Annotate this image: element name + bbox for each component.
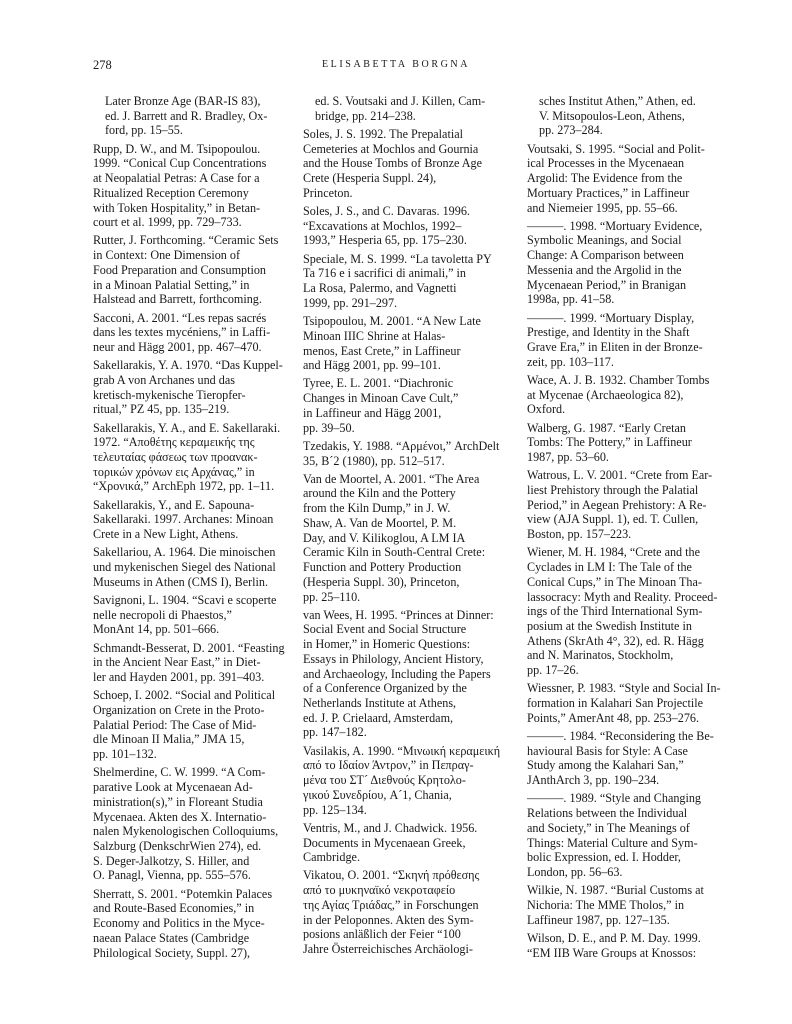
entry-line: Essays in Philology, Ancient History, [303,651,484,666]
entry-line: Boston, pp. 157–223. [527,527,632,542]
entry-line: Shaw, A. Van de Moortel, P. M. [303,515,457,530]
entry-line: Walberg, G. 1987. “Early Cretan [527,420,686,435]
bibliography-entry [527,729,735,788]
entry-line: and Archaeology, Including the Papers [303,666,491,681]
entry-line: Sakellarakis, Y., and E. Sapouna- [93,497,255,512]
entry-line: in a Minoan Palatial Setting,” in [93,277,250,292]
entry-line: Messenia and the Argolid in the [527,262,682,277]
entry-line: posions anläßlich der Feier “100 [303,927,461,942]
bibliography-entry [93,593,301,637]
entry-line: Symbolic Meanings, and Social [527,233,682,248]
entry-line: ford, pp. 15–55. [105,123,183,138]
bibliography-entry [527,791,735,879]
entry-line: Wilson, D. E., and P. M. Day. 1999. [527,930,701,945]
entry-line: Argolid: The Evidence from the [527,171,683,186]
entry-line: Philological Society, Suppl. 27), [93,945,251,960]
entry-line: Organization on Crete in the Proto- [93,703,265,718]
entry-line: in Laffineur and Hägg 2001, [303,405,442,420]
entry-line: and Route-Based Economies,” in [93,901,255,916]
entry-line: από το Ιδαίον Άντρον,” in Πεπραγ- [303,758,474,773]
entry-line: van Wees, H. 1995. “Princes at Dinner: [303,607,494,622]
entry-line: pp. 101–132. [93,747,157,762]
bibliography-entry [303,472,511,604]
entry-line: 1972. “Αποθέτης κεραμεικής της [93,435,255,450]
bibliography-entry [303,204,511,248]
entry-line: ———. 1998. “Mortuary Evidence, [527,218,703,233]
bibliography-entry [93,545,301,589]
bibliography-entry [303,314,511,373]
page-header [0,58,792,78]
bibliography-entry [93,421,301,495]
bibliography-entry [527,219,735,307]
entry-line: ler and Hayden 2001, pp. 391–403. [93,670,265,685]
entry-line: Watrous, L. V. 2001. “Crete from Ear- [527,468,713,483]
entry-line: ed. S. Voutsaki and J. Killen, Cam- [315,94,486,108]
entry-line: 1998a, pp. 41–58. [527,292,615,307]
entry-line: Vasilakis, A. 1990. “Μινωική κεραμεική [303,743,501,758]
entry-line: Nichoria: The MME Tholos,” in [527,897,685,912]
entry-line: Cyclades in LM I: The Tale of the [527,560,692,575]
entry-line: ministration(s),” in Floreant Studia [93,794,263,809]
entry-line: Wace, A. J. B. 1932. Chamber Tombs [527,372,710,387]
entry-line: Voutsaki, S. 1995. “Social and Polit- [527,141,705,156]
entry-line: “Χρονικά,” ArchEph 1972, pp. 1–11. [93,479,275,494]
entry-line: and the House Tombs of Bronze Age [303,156,482,171]
bibliography-entry-continued [527,94,735,138]
entry-line: Prestige, and Identity in the Shaft [527,325,690,340]
entry-line: Mycenaean Period,” in Branigan [527,277,687,292]
entry-line: Crete (Hesperia Suppl. 24), [303,171,437,186]
entry-line: dans les textes mycéniens,” in Laffi- [93,325,271,340]
entry-line: Sakellaraki. 1997. Archanes: Minoan [93,512,274,527]
entry-line: ritual,” PZ 45, pp. 135–219. [93,402,230,417]
entry-line: Rutter, J. Forthcoming. “Ceramic Sets [93,233,279,248]
entry-line: naean Palace States (Cambridge [93,930,250,945]
entry-line: Tsipopoulou, M. 2001. “A New Late [303,314,481,329]
bibliography-entry [303,439,511,468]
bibliography-column-1 [93,94,301,964]
entry-line: Rupp, D. W., and M. Tsipopoulou. [93,141,261,156]
entry-line: pp. 17–26. [527,663,579,678]
bibliography-entry [93,765,301,883]
entry-line: Sakellarakis, Y. A., and E. Sakellaraki. [93,420,281,435]
entry-line: and Hägg 2001, pp. 99–101. [303,358,441,373]
bibliography-entry [303,252,511,311]
entry-line: Tombs: The Pottery,” in Laffineur [527,435,692,450]
entry-line: Grave Era,” in Eliten in der Bronze- [527,340,703,354]
entry-line: Laffineur 1987, pp. 127–135. [527,912,670,927]
entry-line: Sakellarakis, Y. A. 1970. “Das Kuppel- [93,358,283,373]
entry-line: 1993,” Hesperia 65, pp. 175–230. [303,233,467,248]
entry-line: Day, and V. Kilikoglou, A LM IA [303,530,466,545]
entry-line: Change: A Comparison between [527,248,684,263]
entry-line: Oxford. [527,402,566,417]
bibliography-entry [527,681,735,725]
entry-line: Relations between the Individual [527,806,688,821]
entry-line: JAnthArch 3, pp. 190–234. [527,773,660,788]
entry-line: around the Kiln and the Pottery [303,486,456,501]
bibliography-entry [303,376,511,435]
entry-line: Period,” in Aegean Prehistory: A Re- [527,497,707,512]
entry-line: court et al. 1999, pp. 729–733. [93,215,242,230]
entry-line: posium at the Swedish Institute in [527,618,692,633]
entry-line: in the Ancient Near East,” in Diet- [93,655,261,670]
entry-line: pp. 39–50. [303,420,355,435]
entry-line: 1987, pp. 53–60. [527,450,609,465]
entry-line: pp. 147–182. [303,725,367,740]
entry-line: Ta 716 e i sacrifici di animali,” in [303,266,466,281]
bibliography-entry [93,688,301,762]
entry-line: pp. 273–284. [539,123,603,138]
entry-line: γικού Συνεδρίου, A´1, Chania, [303,787,452,802]
entry-line: in Context: One Dimension of [93,248,241,263]
entry-line: 1999. “Conical Cup Concentrations [93,156,267,171]
entry-line: Ventris, M., and J. Chadwick. 1956. [303,820,478,835]
bibliography-entry [527,468,735,542]
bibliography-entry [93,887,301,961]
entry-line: pp. 25–110. [303,589,361,604]
entry-line: La Rosa, Palermo, and Vagnetti [303,281,457,296]
entry-line: Changes in Minoan Cave Cult,” [303,391,459,406]
entry-line: Sacconi, A. 2001. “Les repas sacrés [93,310,267,325]
entry-line: Jahre Österreichisches Archäologi- [303,942,473,957]
entry-line: ———. 1984. “Reconsidering the Be- [527,728,714,743]
entry-line: Function and Pottery Production [303,560,462,575]
entry-line: Soles, J. S. 1992. The Prepalatial [303,126,463,141]
entry-line: Tzedakis, Y. 1988. “Αρμένοι,” ArchDelt [303,438,500,453]
entry-line: pp. 125–134. [303,802,367,817]
bibliography-entry [527,421,735,465]
entry-line: Economy and Politics in the Myce- [93,916,265,931]
entry-line: nelle necropoli di Phaestos,” [93,607,232,622]
entry-line: Speciale, M. S. 1999. “La tavoletta PY [303,251,492,266]
entry-line: zeit, pp. 103–117. [527,354,614,369]
entry-line: menos, East Crete,” in Laffineur [303,343,461,358]
entry-line: Mortuary Practices,” in Laffineur [527,185,690,200]
bibliography-entry [93,311,301,355]
bibliography-entry [527,545,735,677]
entry-line: 35, B´2 (1980), pp. 512–517. [303,453,445,468]
entry-line: from the Kiln Dump,” in J. W. [303,501,451,516]
entry-line: with Token Hospitality,” in Betan- [93,200,261,215]
bibliography-entry [93,358,301,417]
entry-line: Vikatou, O. 2001. “Σκηνή πρόθεσης [303,868,480,883]
entry-line: Documents in Mycenaean Greek, [303,835,466,850]
entry-line: in Homer,” in Homeric Questions: [303,637,471,652]
entry-line: parative Look at Mycenaean Ad- [93,780,253,795]
entry-line: Savignoni, L. 1904. “Scavi e scoperte [93,593,277,607]
entry-line: Social Event and Social Structure [303,622,467,637]
entry-line: ———. 1989. “Style and Changing [527,791,701,806]
entry-line: in der Peloponnes. Akten des Sym- [303,912,474,927]
entry-line: Study among the Kalahari San,” [527,758,684,773]
entry-line: Soles, J. S., and C. Davaras. 1996. [303,204,470,219]
entry-line: ed. J. Barrett and R. Bradley, Ox- [105,108,268,123]
entry-line: Wiessner, P. 1983. “Style and Social In- [527,681,721,696]
entry-line: ical Processes in the Mycenaean [527,156,685,171]
running-head: ELISABETTA BORGNA [321,59,471,70]
entry-line: Halstead and Barrett, forthcoming. [93,292,262,307]
entry-line: Ceramic Kiln in South-Central Crete: [303,545,486,560]
entry-line: Schoep, I. 2002. “Social and Political [93,688,276,703]
page-number: 278 [93,58,112,72]
entry-line: (Hesperia Suppl. 30), Princeton, [303,574,460,589]
entry-line: από το μυκηναϊκό νεκροταφείο [303,883,456,898]
entry-line: and N. Marinatos, Stockholm, [527,648,674,663]
entry-line: havioural Basis for Style: A Case [527,743,688,758]
entry-line: Van de Moortel, A. 2001. “The Area [303,471,480,486]
entry-line: view (AJA Suppl. 1), ed. T. Cullen, [527,512,699,527]
entry-line: Athens (SkrAth 4°, 32), ed. R. Hägg [527,633,704,648]
entry-line: grab A von Archanes und das [93,372,235,387]
entry-line: Cemeteries at Mochlos and Gournia [303,141,479,156]
bibliography-entry [527,883,735,927]
entry-line: ———. 1999. “Mortuary Display, [527,310,695,325]
entry-line: Points,” AmerAnt 48, pp. 253–276. [527,710,699,725]
entry-line: dle Minoan II Malia,” JMA 15, [93,732,245,747]
entry-line: Salzburg (DenkschrWien 274), ed. [93,839,262,853]
entry-line: and Society,” in The Meanings of [527,820,690,835]
entry-line: Minoan IIIC Shrine at Halas- [303,328,446,343]
entry-line: Princeton. [303,185,353,200]
entry-line: bridge, pp. 214–238. [315,108,416,123]
bibliography-entry [527,373,735,417]
entry-line: neur and Hägg 2001, pp. 467–470. [93,340,262,354]
entry-line: τορικών χρόνων εις Αρχάνας,” in [93,464,255,479]
bibliography-entry [303,744,511,818]
entry-line: at Neopalatial Petras: A Case for a [93,171,260,186]
entry-line: Schmandt-Besserat, D. 2001. “Feasting [93,640,285,655]
entry-line: της Αγίας Τριάδας,” in Forschungen [303,897,479,912]
entry-line: τελευταίας φάσεως των προανακ- [93,450,258,465]
entry-line: Conical Cups,” in The Minoan Tha- [527,574,702,589]
entry-line: Tyree, E. L. 2001. “Diachronic [303,376,454,391]
bibliography-entry-continued [303,94,511,123]
entry-line: nalen Mykenologischen Colloquiums, [93,824,279,839]
entry-line: Cambridge. [303,850,360,865]
entry-line: and Niemeier 1995, pp. 55–66. [527,200,678,215]
bibliography-entry [303,608,511,740]
entry-line: ed. J. P. Crielaard, Amsterdam, [303,710,454,725]
entry-line: MonAnt 14, pp. 501–666. [93,622,220,637]
entry-line: und mykenischen Siegel des National [93,560,276,575]
entry-line: liest Prehistory through the Palatial [527,482,699,497]
entry-line: bolic Expression, ed. I. Hodder, [527,850,681,865]
entry-line: at Mycenae (Archaeologica 82), [527,387,684,402]
bibliography-entry [93,142,301,230]
entry-line: Museums in Athen (CMS I), Berlin. [93,574,269,589]
bibliography-entry [93,641,301,685]
entry-line: lassocracy: Myth and Reality. Proceed- [527,589,718,604]
entry-line: of a Conference Organized by the [303,681,467,696]
bibliography-column-3 [527,94,735,964]
entry-line: S. Deger-Jalkotzy, S. Hiller, and [93,853,250,868]
bibliography-entry [303,127,511,201]
bibliography-entry-continued [93,94,301,138]
entry-line: O. Panagl, Vienna, pp. 555–576. [93,868,251,883]
bibliography-entry [527,142,735,216]
entry-line: μένα του ΣΤ´ Διεθνούς Κρητολο- [303,773,466,788]
entry-line: Mycenaea. Akten des X. Internatio- [93,809,267,824]
entry-line: Ritualized Reception Ceremony [93,185,249,200]
entry-line: Wiener, M. H. 1984, “Crete and the [527,545,700,560]
entry-line: Things: Material Culture and Sym- [527,835,698,850]
bibliography-entry [527,311,735,370]
entry-line: kretisch-mykenische Tieropfer- [93,387,246,402]
entry-line: ings of the Third International Sym- [527,604,703,619]
bibliography-entry [303,821,511,865]
bibliography-column-2 [303,94,511,960]
entry-line: V. Mitsopoulos-Leon, Athens, [539,108,685,123]
entry-line: “EM IIB Ware Groups at Knossos: [527,945,697,960]
entry-line: 1999, pp. 291–297. [303,295,398,310]
entry-line: Sakellariou, A. 1964. Die minoischen [93,545,276,560]
bibliography-entry [93,498,301,542]
entry-line: Food Preparation and Consumption [93,262,266,277]
entry-line: Netherlands Institute at Athens, [303,696,457,711]
entry-line: London, pp. 56–63. [527,864,623,879]
entry-line: Sherratt, S. 2001. “Potemkin Palaces [93,886,273,901]
bibliography-entry [303,868,511,956]
entry-line: Crete in a New Light, Athens. [93,527,239,542]
entry-line: sches Institut Athen,” Athen, ed. [539,94,696,108]
bibliography-entry [93,233,301,307]
entry-line: Later Bronze Age (BAR-IS 83), [105,94,261,108]
bibliography-entry [527,931,735,960]
entry-line: Wilkie, N. 1987. “Burial Customs at [527,883,704,898]
entry-line: Shelmerdine, C. W. 1999. “A Com- [93,765,266,780]
entry-line: formation in Kalahari San Projectile [527,696,703,711]
entry-line: “Excavations at Mochlos, 1992– [303,218,462,233]
entry-line: Palatial Period: The Case of Mid- [93,717,257,732]
